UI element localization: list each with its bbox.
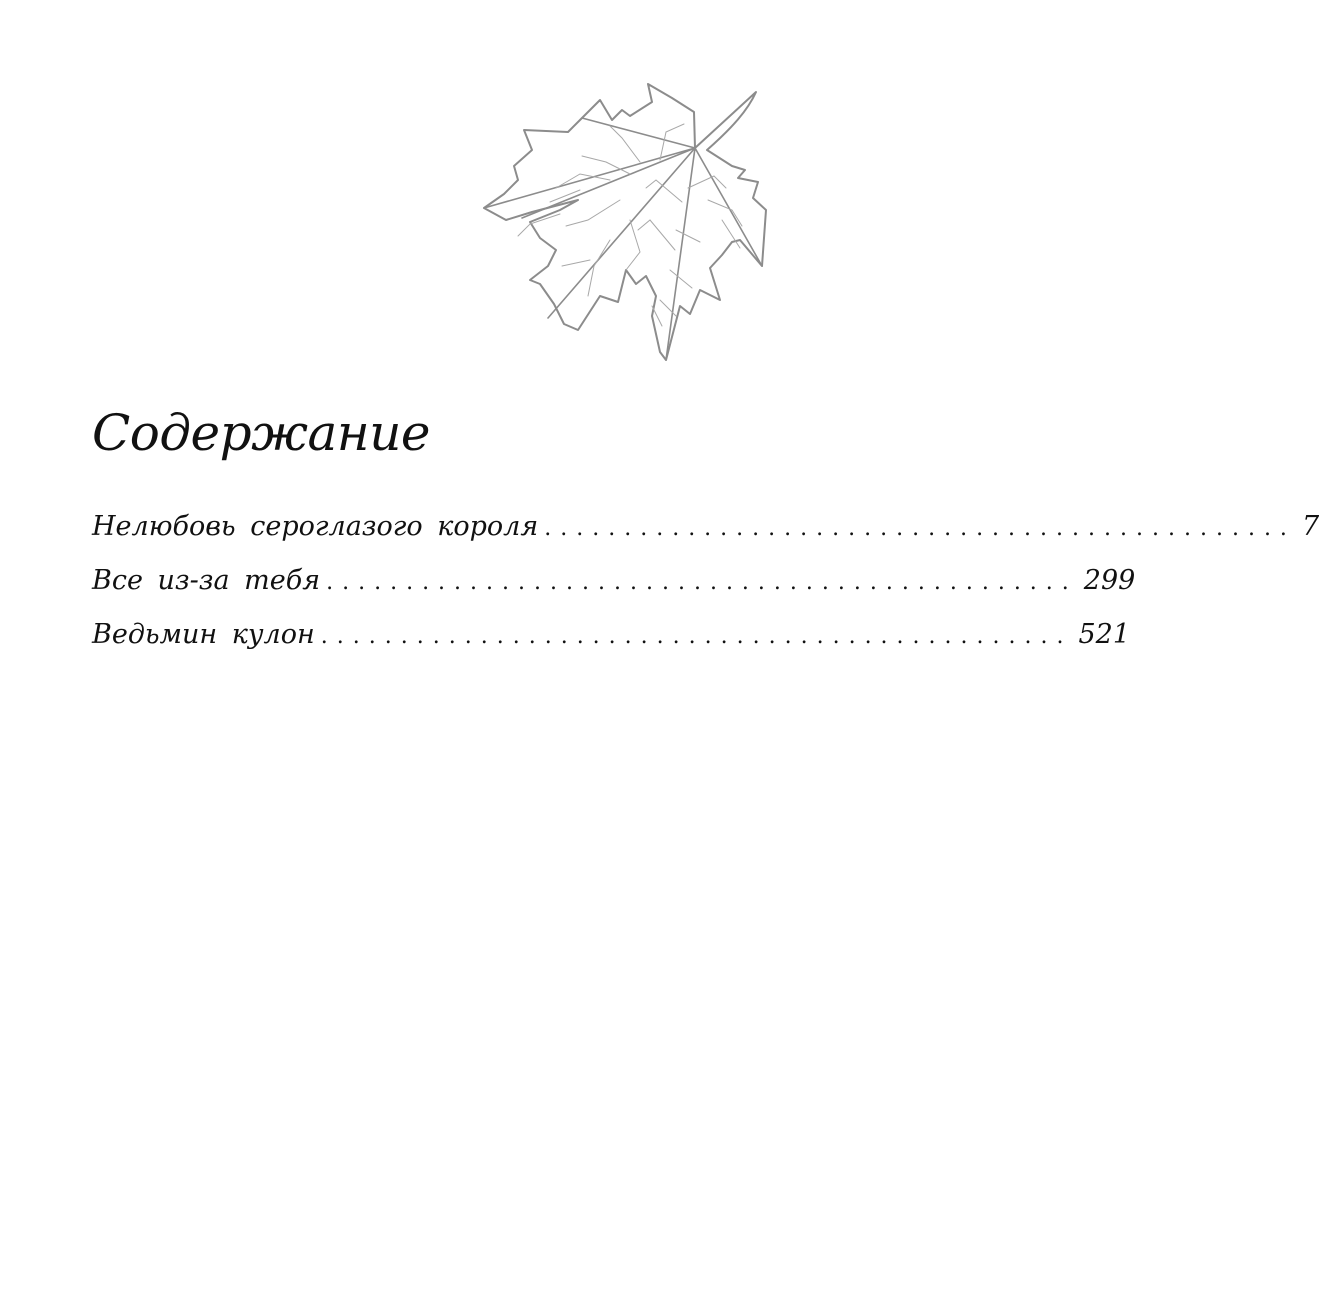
maple-leaf-icon (470, 70, 780, 370)
toc-entry-page: 7 (1301, 511, 1319, 542)
toc-entry-page: 521 (1078, 619, 1131, 650)
dot-leader: ............................................... (320, 624, 1073, 649)
toc-entry[interactable] (92, 613, 1131, 667)
toc-entry-page: 299 (1083, 565, 1136, 596)
toc-entry[interactable] (92, 559, 1136, 613)
toc-entry[interactable] (92, 505, 1319, 559)
page-title: Содержание (92, 404, 431, 462)
toc-entry-title: Нелюбовь сероглазого короля (92, 511, 539, 542)
toc-entry-title: Все из-за тебя (92, 565, 321, 596)
table-of-contents (92, 505, 1319, 667)
toc-entry-title: Ведьмин кулон (92, 619, 315, 650)
dot-leader: ............................................... (544, 516, 1296, 541)
dot-leader: ............................................... (326, 570, 1078, 595)
